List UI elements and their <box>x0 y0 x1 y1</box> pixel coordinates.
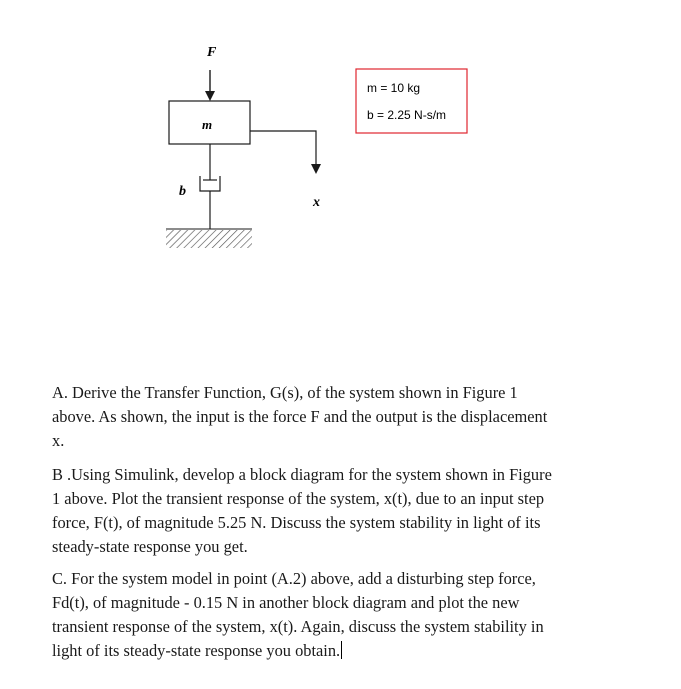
question-b-line: force, F(t), of magnitude 5.25 N. Discuss the system stability in light of its <box>52 513 541 532</box>
mass-label: m <box>202 117 213 132</box>
text-cursor <box>341 641 342 659</box>
mass-param: m = 10 kg <box>367 81 421 95</box>
question-a-line: x. <box>52 431 65 450</box>
displacement-label: x <box>313 195 320 210</box>
damper-label: b <box>179 184 186 199</box>
question-b-line: 1 above. Plot the transient response of the system, x(t), due to an input step <box>52 489 545 508</box>
question-c-line: Fd(t), of magnitude - 0.15 N in another block diagram and plot the new <box>52 593 520 612</box>
question-c[interactable] <box>52 567 632 663</box>
force-arrow-head <box>205 91 215 101</box>
displacement-arrow-head <box>311 164 321 174</box>
displacement-lead <box>250 131 316 164</box>
damping-param: b = 2.25 N-s/m <box>367 108 447 122</box>
question-b-line: B .Using Simulink, develop a block diagram for the system shown in Figure <box>52 465 552 484</box>
force-label: F <box>207 45 217 60</box>
question-b-line: steady-state response you get. <box>52 537 248 556</box>
ground-hatch <box>166 230 252 248</box>
question-a-line: above. As shown, the input is the force F and the output is the displacement <box>52 407 548 426</box>
question-c-line-last <box>52 639 632 663</box>
parameters-box <box>356 69 467 133</box>
question-a <box>52 381 632 453</box>
question-c-line: C. For the system model in point (A.2) above, add a disturbing step force, <box>52 569 536 588</box>
question-c-last-text: light of its steady-state response you obtain. <box>52 641 341 660</box>
question-a-line: A. Derive the Transfer Function, G(s), of the system shown in Figure 1 <box>52 383 518 402</box>
question-c-line: transient response of the system, x(t). Again, discuss the system stability in <box>52 617 544 636</box>
question-b <box>52 463 632 559</box>
